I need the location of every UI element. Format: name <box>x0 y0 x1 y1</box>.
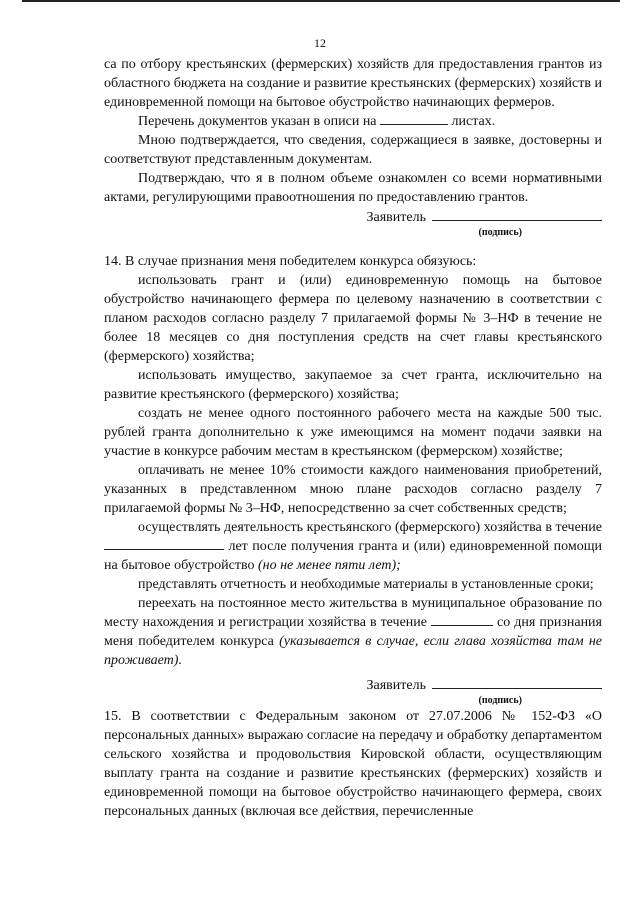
page-number: 12 <box>314 36 326 50</box>
document-body <box>104 55 602 821</box>
item-7-text-b: со дня признания меня победителем конкурса <box>104 615 602 649</box>
paragraph-continuation: са по отбору крестьянских (фермерских) хозяйств для предоставления грантов из областного бюджета на создание и развитие крестьянских (фермерских) хозяйств и единовременной помощи на бытовое обустройство начинающих фермеров. <box>104 57 602 110</box>
sheets-count-blank[interactable] <box>380 112 448 125</box>
signature-caption-1: (подпись) <box>478 227 522 238</box>
item-7-text-a: переехать на постоянное место жительства в муниципальное образование по месту нахождения и регистрации хозяйства в течение <box>104 596 602 630</box>
section-14-item-7 <box>104 594 602 670</box>
section-14-item-2: использовать имущество, закупаемое за счет гранта, исключительно на развитие крестьянского (фермерского) хозяйства; <box>104 368 602 402</box>
paragraph-acknowledgement: Подтверждаю, что я в полном объеме ознакомлен со всеми нормативными актами, регулирующими правоотношения по предоставлению грантов. <box>104 171 602 205</box>
signature-line-1 <box>104 208 602 227</box>
section-14-item-1: использовать грант и (или) единовременную помощь на бытовое обустройство начинающего фермера по целевому назначению в соответствии с планом расходов согласно разделу 7 прилагаемой формы № 3–НФ в течение не более 18 месяцев со дня поступления средств на счет главы крестьянского (фермерского) хозяйства; <box>104 273 602 364</box>
years-blank[interactable] <box>104 537 224 550</box>
relocation-term-blank[interactable] <box>431 613 493 626</box>
item-5-text-a: осуществлять деятельность крестьянского (фермерского) хозяйства в течение <box>138 520 602 535</box>
signature-blank-1[interactable] <box>432 208 602 221</box>
applicant-label: Заявитель <box>366 678 426 693</box>
top-border-line <box>22 0 620 2</box>
signature-caption-2: (подпись) <box>478 695 522 706</box>
paragraph-document-list <box>104 112 602 131</box>
document-list-text: Перечень документов указан в описи на <box>138 114 377 129</box>
item-5-text-b: лет после получения гранта и (или) единовременной помощи на бытовое обустройство <box>104 539 602 573</box>
item-5-note: (но не менее пяти лет); <box>258 558 401 573</box>
paragraph-confirmation: Мною подтверждается, что сведения, содержащиеся в заявке, достоверны и соответствуют представленным документам. <box>104 133 602 167</box>
document-list-suffix: листах. <box>451 114 496 129</box>
section-14-item-6: представлять отчетность и необходимые материалы в установленные сроки; <box>138 577 594 592</box>
section-15-text: 15. В соответствии с Федеральным законом от 27.07.2006 № 152-ФЗ «О персональных данных» выражаю согласие на передачу и обработку департаментом сельского хозяйства и продовольствия Кировской области, осуществляющим выплату гранта на создание и развитие крестьянских (фермерских) хозяйств и единовременной помощи на бытовое обустройство начинающего фермера, своих персональных данных (включая все действия, перечисленные <box>104 709 602 819</box>
signature-line-2 <box>104 676 602 695</box>
item-7-note: (указывается в случае, если глава хозяйства там не проживает). <box>104 634 602 668</box>
section-14-intro: 14. В случае признания меня победителем конкурса обязуюсь: <box>104 254 477 269</box>
section-14-item-3: создать не менее одного постоянного рабочего места на каждые 500 тыс. рублей гранта дополнительно к уже имеющимся на момент подачи заявки на участие в конкурсе рабочим местам в крестьянском (фермерском) хозяйстве; <box>104 406 602 459</box>
applicant-label: Заявитель <box>366 210 426 225</box>
section-14-item-5 <box>104 518 602 575</box>
section-14-item-4: оплачивать не менее 10% стоимости каждого наименования приобретений, указанных в представленном мною плане расходов согласно разделу 7 прилагаемой формы № 3–НФ, непосредственно за счет собственных средств; <box>104 463 602 516</box>
signature-blank-2[interactable] <box>432 676 602 689</box>
